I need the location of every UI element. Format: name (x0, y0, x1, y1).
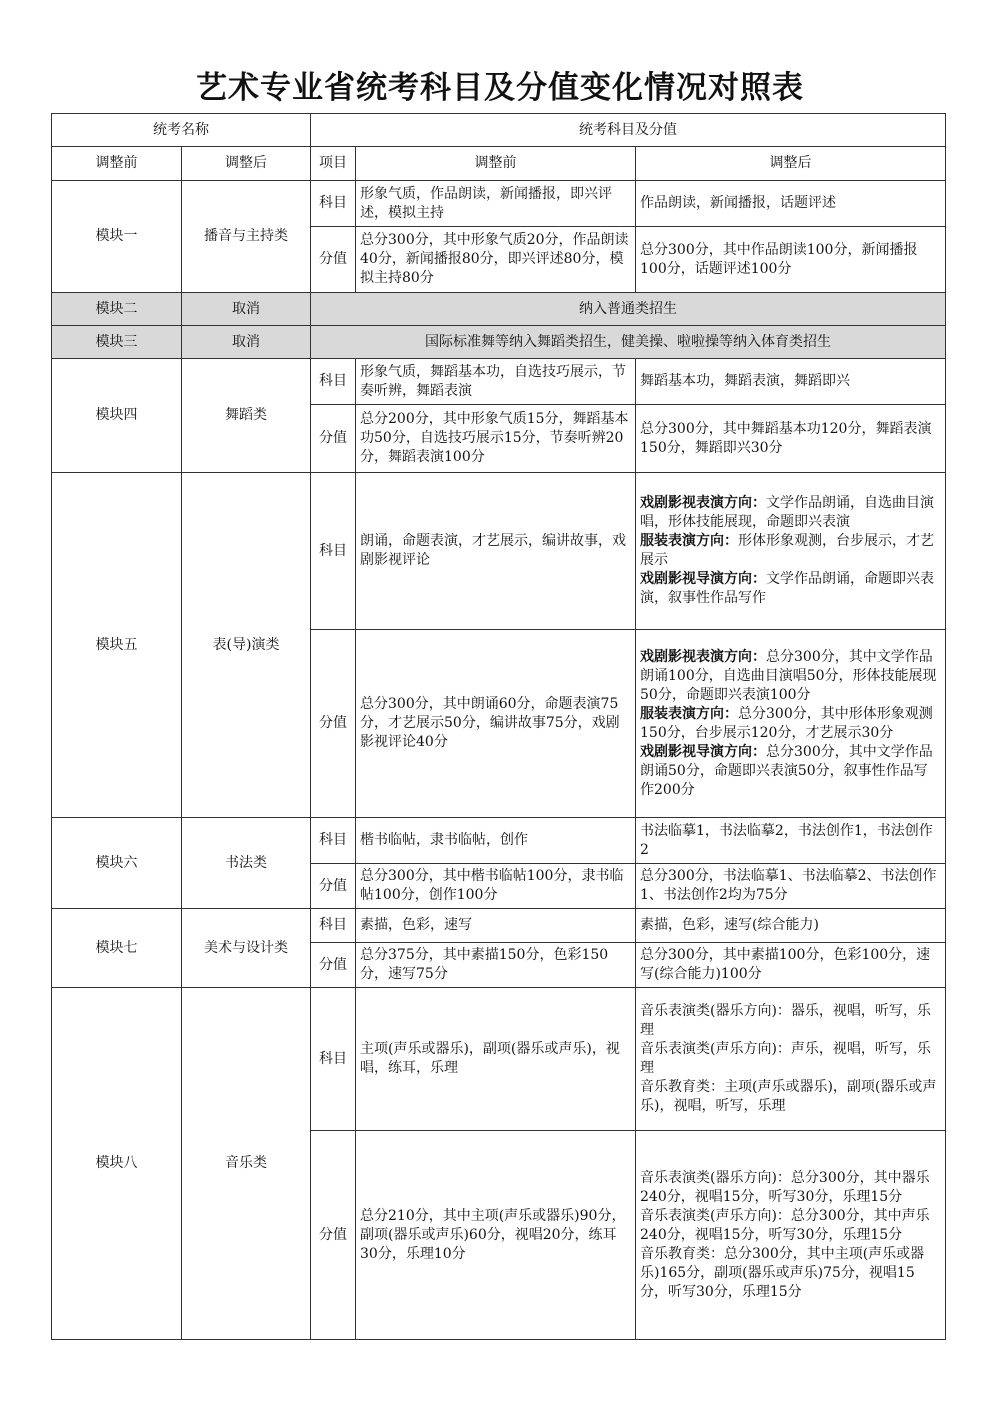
header-row-group (52, 114, 946, 147)
item-label: 分值 (311, 1131, 356, 1340)
header-subject-after: 调整后 (636, 147, 946, 181)
item-label: 科目 (311, 818, 356, 864)
category-text: 音乐教育类：主项(声乐或器乐)，副项(器乐或声乐)，视唱，听写，乐理 (640, 1079, 937, 1114)
subject-before-cell: 主项(声乐或器乐)，副项(器乐或声乐)，视唱，练耳，乐理 (356, 988, 636, 1131)
table-row (52, 818, 946, 864)
module-before: 模块六 (52, 818, 182, 909)
subject-after-cell (636, 988, 946, 1131)
score-before-cell: 总分200分，其中形象气质15分，舞蹈基本功50分，自选技巧展示15分，节奏听辨20分，舞蹈表演100分 (356, 405, 636, 473)
direction-heading: 服装表演方向： (640, 705, 738, 722)
item-label: 分值 (311, 943, 356, 988)
item-label: 分值 (311, 405, 356, 473)
table-row (52, 909, 946, 943)
module-after: 播音与主持类 (182, 181, 311, 293)
score-before-cell: 总分375分，其中素描150分，色彩150分，速写75分 (356, 943, 636, 988)
comparison-table (51, 113, 946, 1340)
score-after-cell (636, 630, 946, 818)
module-after: 书法类 (182, 818, 311, 909)
direction-heading: 戏剧影视导演方向： (640, 571, 766, 587)
category-text: 音乐表演类(声乐方向)：声乐，视唱，听写，乐理 (640, 1041, 931, 1076)
module-before: 模块七 (52, 909, 182, 988)
module-after: 音乐类 (182, 988, 311, 1340)
item-label: 科目 (311, 473, 356, 630)
module-before: 模块八 (52, 988, 182, 1340)
category-text: 音乐表演类(器乐方向)：总分300分，其中器乐240分，视唱15分，听写30分，乐理15分 (640, 1169, 930, 1205)
header-subject-before: 调整前 (356, 147, 636, 181)
module-after: 舞蹈类 (182, 359, 311, 473)
module-after: 表(导)演类 (182, 473, 311, 818)
module-note: 国际标准舞等纳入舞蹈类招生，健美操、啦啦操等纳入体育类招生 (311, 326, 946, 359)
score-before-cell: 总分300分，其中楷书临帖100分，隶书临帖100分，创作100分 (356, 864, 636, 909)
subject-before-cell: 楷书临帖，隶书临帖，创作 (356, 818, 636, 864)
category-text: 音乐表演类(器乐方向)：器乐，视唱，听写，乐理 (640, 1003, 931, 1038)
header-subject-group: 统考科目及分值 (311, 114, 946, 147)
subject-after-cell: 书法临摹1，书法临摹2，书法创作1，书法创作2 (636, 818, 946, 864)
direction-text: 形体形象观测，台步展示，才艺展示 (640, 533, 934, 568)
table-row (52, 293, 946, 326)
module-after: 美术与设计类 (182, 909, 311, 988)
direction-text: 文学作品朗诵，命题即兴表演，叙事性作品写作 (640, 571, 934, 606)
direction-text: 文学作品朗诵，自选曲目演唱，形体技能展现，命题即兴表演 (640, 495, 934, 530)
module-before: 模块五 (52, 473, 182, 818)
table-row (52, 473, 946, 630)
header-row-columns (52, 147, 946, 181)
subject-before-cell: 朗诵，命题表演，才艺展示，编讲故事，戏剧影视评论 (356, 473, 636, 630)
score-after-cell: 总分300分，书法临摹1、书法临摹2、书法创作1、书法创作2均为75分 (636, 864, 946, 909)
category-text: 音乐教育类：总分300分，其中主项(声乐或器乐)165分，副项(器乐或声乐)75分，视唱15分，听写30分，乐理15分 (640, 1245, 925, 1300)
module-after: 取消 (182, 293, 311, 326)
table-row (52, 988, 946, 1131)
item-label: 分值 (311, 630, 356, 818)
category-text: 音乐表演类(声乐方向)：总分300分，其中声乐240分，视唱15分，听写30分，乐理15分 (640, 1207, 930, 1243)
score-before-cell: 总分300分，其中形象气质20分，作品朗读40分，新闻播报80分，即兴评述80分，模拟主持80分 (356, 227, 636, 293)
item-label: 分值 (311, 227, 356, 293)
direction-heading: 戏剧影视表演方向： (640, 495, 766, 511)
subject-after-cell (636, 473, 946, 630)
subject-after-cell: 素描，色彩，速写(综合能力) (636, 909, 946, 943)
module-note: 纳入普通类招生 (311, 293, 946, 326)
score-after-cell (636, 1131, 946, 1340)
header-name-group: 统考名称 (52, 114, 311, 147)
score-after-cell: 总分300分，其中作品朗读100分，新闻播报100分，话题评述100分 (636, 227, 946, 293)
subject-before-cell: 形象气质，舞蹈基本功，自选技巧展示，节奏听辨，舞蹈表演 (356, 359, 636, 405)
direction-text: 总分300分，其中形体形象观测150分，台步展示120分，才艺展示30分 (640, 705, 933, 741)
score-after-cell: 总分300分，其中素描100分，色彩100分，速写(综合能力)100分 (636, 943, 946, 988)
direction-text: 总分300分，其中文学作品朗诵100分，自选曲目演唱50分，形体技能展现50分，命题即兴表演100分 (640, 648, 937, 703)
module-before: 模块四 (52, 359, 182, 473)
module-before: 模块三 (52, 326, 182, 359)
score-after-cell: 总分300分，其中舞蹈基本功120分，舞蹈表演150分，舞蹈即兴30分 (636, 405, 946, 473)
subject-before-cell: 形象气质，作品朗读，新闻播报，即兴评述，模拟主持 (356, 181, 636, 227)
module-before: 模块二 (52, 293, 182, 326)
subject-before-cell: 素描，色彩，速写 (356, 909, 636, 943)
item-label: 科目 (311, 909, 356, 943)
direction-heading: 戏剧影视表演方向： (640, 648, 766, 665)
header-after: 调整后 (182, 147, 311, 181)
direction-heading: 戏剧影视导演方向： (640, 743, 766, 760)
module-before: 模块一 (52, 181, 182, 293)
score-before-cell: 总分300分，其中朗诵60分，命题表演75分，才艺展示50分，编讲故事75分，戏剧影视评论40分 (356, 630, 636, 818)
subject-after-cell: 作品朗读，新闻播报，话题评述 (636, 181, 946, 227)
subject-after-cell: 舞蹈基本功，舞蹈表演，舞蹈即兴 (636, 359, 946, 405)
table-row (52, 326, 946, 359)
header-before: 调整前 (52, 147, 182, 181)
item-label: 科目 (311, 181, 356, 227)
module-after: 取消 (182, 326, 311, 359)
item-label: 分值 (311, 864, 356, 909)
item-label: 科目 (311, 988, 356, 1131)
item-label: 科目 (311, 359, 356, 405)
table-row (52, 359, 946, 405)
direction-text: 总分300分，其中文学作品朗诵50分，命题即兴表演50分，叙事性作品写作200分 (640, 743, 933, 798)
header-item: 项目 (311, 147, 356, 181)
page-title: 艺术专业省统考科目及分值变化情况对照表 (196, 70, 804, 106)
direction-heading: 服装表演方向： (640, 533, 738, 549)
score-before-cell: 总分210分，其中主项(声乐或器乐)90分，副项(器乐或声乐)60分，视唱20分，练耳30分，乐理10分 (356, 1131, 636, 1340)
table-row (52, 181, 946, 227)
